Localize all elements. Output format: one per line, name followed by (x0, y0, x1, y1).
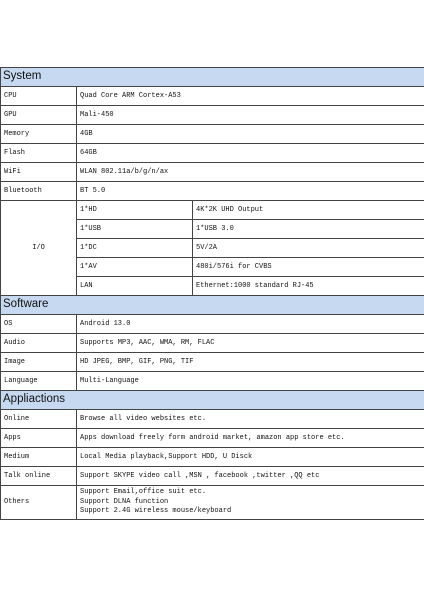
others-line: Support 2.4G wireless mouse/keyboard (80, 507, 232, 516)
spec-label: Memory (1, 125, 77, 144)
spec-value: Android 13.0 (77, 315, 424, 334)
spec-row-apps (1, 429, 424, 448)
io-spec: 4K*2K UHD Output (193, 201, 424, 220)
spec-value: BT 5.0 (77, 182, 424, 201)
spec-value: Quad Core ARM Cortex-A53 (77, 87, 424, 106)
spec-label: OS (1, 315, 77, 334)
spec-value: Local Media playback,Support HDD, U Disck (77, 448, 424, 467)
io-row (1, 201, 424, 220)
spec-label: Bluetooth (1, 182, 77, 201)
io-spec: 480i/576i for CVBS (193, 258, 424, 277)
spec-value: Supports MP3, AAC, WMA, RM, FLAC (77, 334, 424, 353)
spec-label: Others (1, 486, 77, 520)
spec-label: GPU (1, 106, 77, 125)
spec-value: WLAN 802.11a/b/g/n/ax (77, 163, 424, 182)
spec-value-multiline (77, 486, 424, 520)
io-port: 1*USB (77, 220, 193, 239)
io-port: 1*DC (77, 239, 193, 258)
spec-value: Mali-450 (77, 106, 424, 125)
spec-value: 4GB (77, 125, 424, 144)
io-spec: 5V/2A (193, 239, 424, 258)
io-spec: Ethernet:1000 standard RJ-45 (193, 277, 424, 296)
spec-row-gpu (1, 106, 424, 125)
spec-label: Medium (1, 448, 77, 467)
section-header-applications (1, 391, 424, 410)
spec-row-image (1, 353, 424, 372)
io-spec: 1*USB 3.0 (193, 220, 424, 239)
spec-label: Image (1, 353, 77, 372)
spec-label: CPU (1, 87, 77, 106)
spec-label: WiFi (1, 163, 77, 182)
spec-value: 64GB (77, 144, 424, 163)
spec-row-cpu (1, 87, 424, 106)
others-line: Support Email,office suit etc. (80, 488, 207, 497)
section-header-software (1, 296, 424, 315)
spec-row-memory (1, 125, 424, 144)
spec-value: Support SKYPE video call ,MSN , facebook ,twitter ,QQ etc (77, 467, 424, 486)
spec-row-talk-online (1, 467, 424, 486)
io-port: 1*HD (77, 201, 193, 220)
spec-row-medium (1, 448, 424, 467)
spec-row-flash (1, 144, 424, 163)
io-port: 1*AV (77, 258, 193, 277)
spec-label-io: I/O (1, 201, 77, 296)
spec-row-online (1, 410, 424, 429)
spec-row-os (1, 315, 424, 334)
spec-label: Language (1, 372, 77, 391)
spec-label: Flash (1, 144, 77, 163)
spec-label: Online (1, 410, 77, 429)
spec-table (0, 67, 424, 520)
spec-label: Apps (1, 429, 77, 448)
spec-row-others (1, 486, 424, 520)
spec-row-wifi (1, 163, 424, 182)
section-title: System (1, 68, 424, 87)
spec-label: Talk online (1, 467, 77, 486)
spec-row-audio (1, 334, 424, 353)
spec-row-language (1, 372, 424, 391)
spec-value: Multi-Language (77, 372, 424, 391)
spec-value: HD JPEG, BMP, GIF, PNG, TIF (77, 353, 424, 372)
spec-value: Browse all video websites etc. (77, 410, 424, 429)
spec-row-bluetooth (1, 182, 424, 201)
io-port: LAN (77, 277, 193, 296)
spec-value: Apps download freely form android market, amazon app store etc. (77, 429, 424, 448)
section-title: Software (1, 296, 424, 315)
others-line: Support DLNA function (80, 497, 169, 506)
section-title: Appliactions (1, 391, 424, 410)
section-header-system (1, 68, 424, 87)
spec-label: Audio (1, 334, 77, 353)
